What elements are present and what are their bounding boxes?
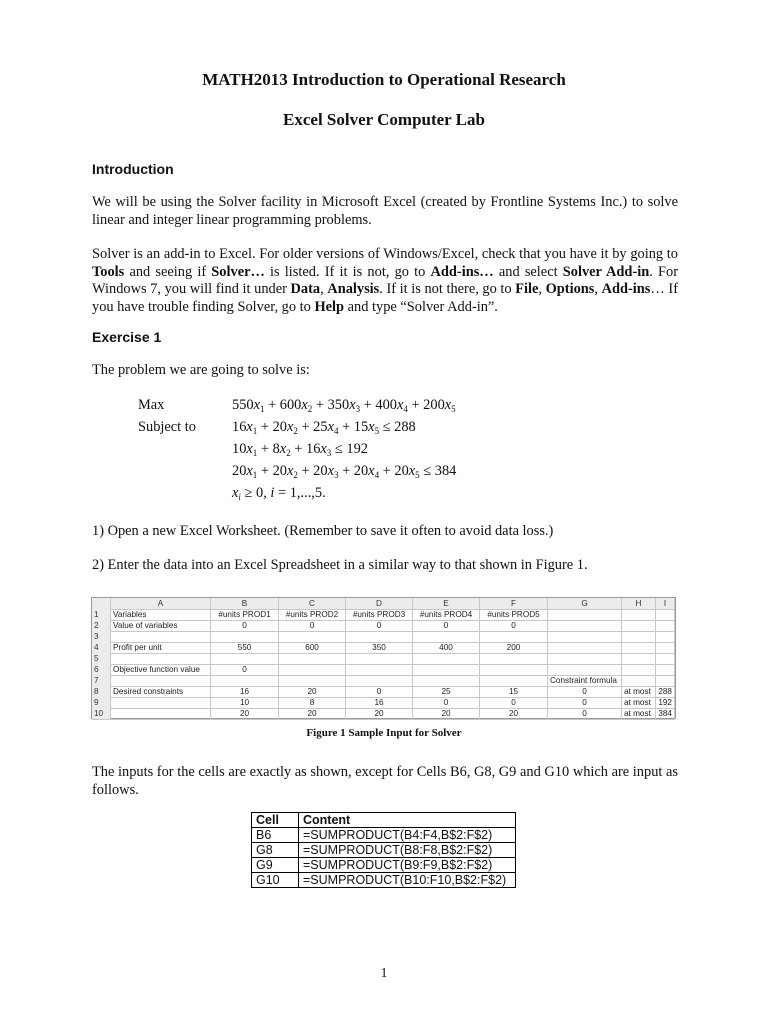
sheet-cell xyxy=(622,642,656,653)
table-row xyxy=(252,843,516,858)
exercise-heading: Exercise 1 xyxy=(92,329,162,345)
sheet-cell xyxy=(548,631,622,642)
problem-intro: The problem we are going to solve is: xyxy=(92,362,310,378)
subject-to-label: Subject to xyxy=(138,419,196,435)
cell-ref: G10 xyxy=(252,873,299,888)
sheet-cell: Variables xyxy=(111,609,211,620)
cell-formula: =SUMPRODUCT(B10:F10,B$2:F$2) xyxy=(299,873,516,888)
sheet-column-header: A xyxy=(111,598,211,609)
sheet-cell: 0 xyxy=(346,620,413,631)
figure-caption: Figure 1 Sample Input for Solver xyxy=(306,727,462,739)
sheet-row xyxy=(92,708,675,720)
header-cell: Cell xyxy=(252,813,299,828)
sheet-cell xyxy=(413,653,480,664)
sheet-cell: 20 xyxy=(413,708,480,719)
intro-heading: Introduction xyxy=(92,161,174,177)
sheet-cell xyxy=(346,653,413,664)
intro-paragraph-2: Solver is an add-in to Excel. For older versions of Windows/Excel, check that you have it by going to Tools and seeing if Solver… is listed. If it is not, go to Add-ins… and select Solver Add-in. For Windows 7, you will find it under Data, Analysis. If it is not there, go to File, Options, Add-ins… If you have trouble finding Solver, go to Help and type “Solver Add-in”. xyxy=(92,246,678,315)
sheet-cell: 20 xyxy=(279,708,346,719)
sheet-cell: Desired constraints xyxy=(111,686,211,697)
sheet-cell xyxy=(279,664,346,675)
sheet-cell xyxy=(111,708,211,719)
sheet-cell xyxy=(111,697,211,708)
sheet-cell xyxy=(548,653,622,664)
step-2: 2) Enter the data into an Excel Spreadsheet in a similar way to that shown in Figure 1. xyxy=(92,557,588,573)
sheet-cell: 20 xyxy=(211,708,279,719)
table-row xyxy=(252,858,516,873)
sheet-row-number: 2 xyxy=(92,620,111,631)
sheet-cell xyxy=(279,675,346,686)
page-subtitle: Excel Solver Computer Lab xyxy=(283,110,485,129)
sheet-cell: 0 xyxy=(548,686,622,697)
sheet-cell xyxy=(548,609,622,620)
sheet-cell: 16 xyxy=(211,686,279,697)
sheet-cell: 400 xyxy=(413,642,480,653)
intro-paragraph-1: We will be using the Solver facility in Microsoft Excel (created by Frontline Systems Inc.) to solve linear and integer linear programming problems. xyxy=(92,194,678,228)
sheet-cell xyxy=(111,653,211,664)
sheet-cell xyxy=(622,609,656,620)
max-label: Max xyxy=(138,397,165,413)
sheet-cell xyxy=(480,664,548,675)
objective-function: $550x_1 + 600x_2 + 350x_3 + 400x_4 + 200x_5$ xyxy=(232,397,456,414)
sheet-cell: 25 xyxy=(413,686,480,697)
sheet-cell xyxy=(656,642,675,653)
sheet-cell: 16 xyxy=(346,697,413,708)
table-row xyxy=(252,873,516,888)
constraint-1: $16x_1 + 20x_2 + 25x_4 + 15x_5 \le 288$ xyxy=(232,419,416,436)
sheet-cell xyxy=(656,664,675,675)
sheet-column-header: B xyxy=(211,598,279,609)
inputs-paragraph: The inputs for the cells are exactly as shown, except for Cells B6, G8, G9 and G10 which are input as follows. xyxy=(92,764,678,798)
page-number: 1 xyxy=(380,966,388,981)
sheet-cell xyxy=(111,631,211,642)
sheet-row-number: 7 xyxy=(92,675,111,686)
sheet-cell xyxy=(480,675,548,686)
sheet-cell: 8 xyxy=(279,697,346,708)
cell-content-table xyxy=(251,812,516,888)
sheet-cell: 600 xyxy=(279,642,346,653)
sheet-cell xyxy=(346,675,413,686)
sheet-cell: 0 xyxy=(413,697,480,708)
cell-ref: G9 xyxy=(252,858,299,873)
sheet-cell xyxy=(346,664,413,675)
sheet-cell: at most xyxy=(622,708,656,719)
sheet-cell: 0 xyxy=(480,697,548,708)
constraint-3: $20x_1 + 20x_2 + 20x_3 + 20x_4 + 20x_5 \le 384$ xyxy=(232,463,457,480)
sheet-row-number: 5 xyxy=(92,653,111,664)
sheet-cell: #units PROD2 xyxy=(279,609,346,620)
sheet-cell xyxy=(656,620,675,631)
sheet-row-number: 4 xyxy=(92,642,111,653)
sheet-cell: 15 xyxy=(480,686,548,697)
sheet-cell: 0 xyxy=(413,620,480,631)
cell-formula: =SUMPRODUCT(B8:F8,B$2:F$2) xyxy=(299,843,516,858)
sheet-column-header: F xyxy=(480,598,548,609)
sheet-cell: 0 xyxy=(548,708,622,719)
sheet-cell: 192 xyxy=(656,697,675,708)
sheet-cell xyxy=(656,631,675,642)
sheet-cell: 350 xyxy=(346,642,413,653)
sheet-cell: at most xyxy=(622,686,656,697)
cell-formula: =SUMPRODUCT(B9:F9,B$2:F$2) xyxy=(299,858,516,873)
sheet-cell: 0 xyxy=(346,686,413,697)
sheet-row-number: 1 xyxy=(92,609,111,620)
sheet-cell: at most xyxy=(622,697,656,708)
sheet-cell xyxy=(622,675,656,686)
sheet-row-number: 6 xyxy=(92,664,111,675)
sheet-cell xyxy=(346,631,413,642)
sheet-cell xyxy=(111,675,211,686)
sheet-column-header: I xyxy=(656,598,675,609)
sheet-cell: 288 xyxy=(656,686,675,697)
sheet-cell: 384 xyxy=(656,708,675,719)
sheet-cell xyxy=(279,653,346,664)
sheet-cell: Profit per unit xyxy=(111,642,211,653)
sheet-cell: 0 xyxy=(480,620,548,631)
sheet-column-header: H xyxy=(622,598,656,609)
sheet-cell xyxy=(622,620,656,631)
spreadsheet-figure xyxy=(91,597,676,719)
sheet-column-header: E xyxy=(413,598,480,609)
nonnegativity-constraint: $x_i \ge 0$, i = 1,...,5. xyxy=(232,485,326,502)
sheet-cell xyxy=(211,631,279,642)
sheet-column-header: C xyxy=(279,598,346,609)
sheet-row-number: 8 xyxy=(92,686,111,697)
sheet-cell: #units PROD1 xyxy=(211,609,279,620)
sheet-cell: 10 xyxy=(211,697,279,708)
sheet-cell xyxy=(279,631,346,642)
sheet-cell: 0 xyxy=(211,620,279,631)
sheet-cell: Objective function value xyxy=(111,664,211,675)
sheet-cell: 200 xyxy=(480,642,548,653)
table-header-row xyxy=(252,813,516,828)
sheet-cell xyxy=(480,631,548,642)
header-content: Content xyxy=(299,813,516,828)
sheet-cell xyxy=(413,631,480,642)
cell-ref: B6 xyxy=(252,828,299,843)
page-title: MATH2013 Introduction to Operational Research xyxy=(202,70,566,89)
sheet-cell: 550 xyxy=(211,642,279,653)
sheet-cell xyxy=(622,664,656,675)
sheet-cell xyxy=(656,609,675,620)
sheet-cell xyxy=(413,675,480,686)
sheet-cell xyxy=(548,620,622,631)
sheet-cell xyxy=(211,675,279,686)
sheet-cell: Constraint formula xyxy=(548,675,622,686)
sheet-cell xyxy=(548,664,622,675)
sheet-column-header: D xyxy=(346,598,413,609)
sheet-row-number: 10 xyxy=(92,708,111,719)
sheet-cell: #units PROD4 xyxy=(413,609,480,620)
sheet-cell xyxy=(480,653,548,664)
sheet-cell: 0 xyxy=(548,697,622,708)
sheet-column-header xyxy=(92,598,111,609)
sheet-row-number: 3 xyxy=(92,631,111,642)
sheet-cell: 0 xyxy=(211,664,279,675)
step-1: 1) Open a new Excel Worksheet. (Remember to save it often to avoid data loss.) xyxy=(92,523,554,539)
sheet-cell xyxy=(548,642,622,653)
sheet-cell: 20 xyxy=(480,708,548,719)
sheet-cell xyxy=(622,653,656,664)
sheet-cell: 0 xyxy=(279,620,346,631)
sheet-cell xyxy=(622,631,656,642)
table-row xyxy=(252,828,516,843)
sheet-cell: 20 xyxy=(279,686,346,697)
constraint-2: $10x_1 + 8x_2 + 16x_3 \le 192$ xyxy=(232,441,368,458)
sheet-cell xyxy=(656,653,675,664)
sheet-row-number: 9 xyxy=(92,697,111,708)
sheet-cell: #units PROD5 xyxy=(480,609,548,620)
sheet-cell: Value of variables xyxy=(111,620,211,631)
cell-formula: =SUMPRODUCT(B4:F4,B$2:F$2) xyxy=(299,828,516,843)
sheet-cell xyxy=(211,653,279,664)
sheet-cell: #units PROD3 xyxy=(346,609,413,620)
sheet-cell: 20 xyxy=(346,708,413,719)
sheet-cell xyxy=(413,664,480,675)
cell-ref: G8 xyxy=(252,843,299,858)
sheet-column-header: G xyxy=(548,598,622,609)
sheet-cell xyxy=(656,675,675,686)
